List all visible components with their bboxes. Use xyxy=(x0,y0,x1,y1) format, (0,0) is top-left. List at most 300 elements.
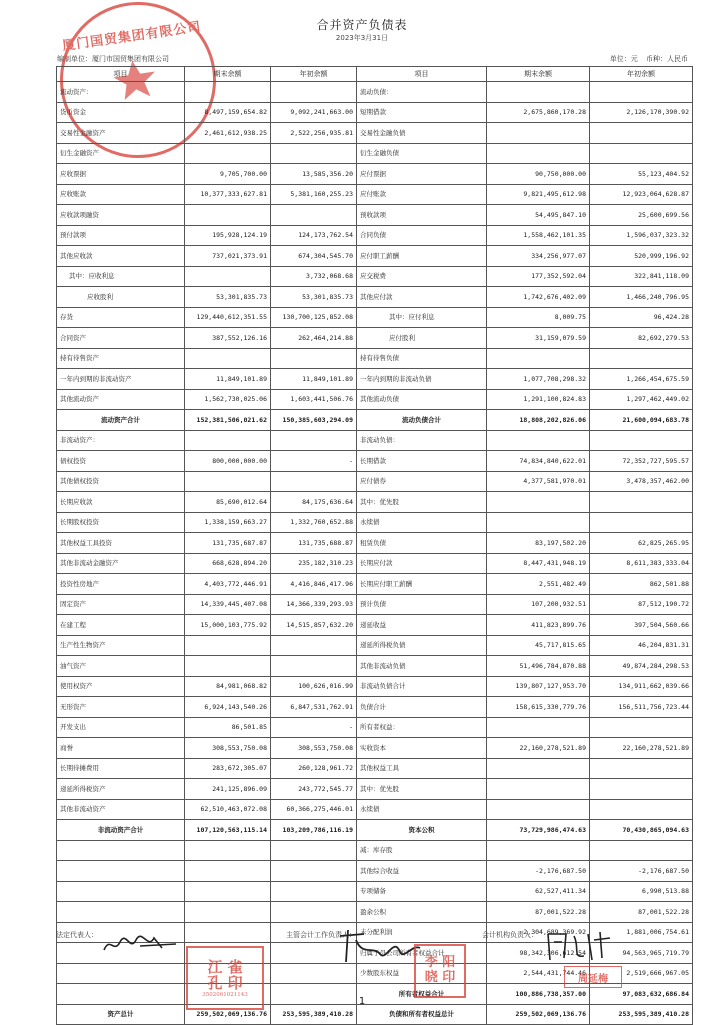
row-value xyxy=(487,840,590,861)
table-row xyxy=(57,307,693,328)
row-label: 持有待售负债 xyxy=(357,348,487,369)
row-value xyxy=(487,492,590,513)
row-value: 73,729,986,474.63 xyxy=(487,820,590,841)
row-value: 156,511,756,723.44 xyxy=(590,697,693,718)
row-value: 90,750,000.00 xyxy=(487,164,590,185)
row-label: 合同资产 xyxy=(57,328,185,349)
row-value xyxy=(590,82,693,103)
table-row xyxy=(57,594,693,615)
col-header-item-left: 项目 xyxy=(57,67,185,82)
table-row xyxy=(57,369,693,390)
row-value: 1,558,462,101.35 xyxy=(487,225,590,246)
row-value xyxy=(271,840,357,861)
row-value: 103,209,786,116.19 xyxy=(271,820,357,841)
row-label: 递延所得税资产 xyxy=(57,779,185,800)
row-value: 70,430,865,094.63 xyxy=(590,820,693,841)
row-label: 永续债 xyxy=(357,512,487,533)
row-value: 100,626,016.99 xyxy=(271,676,357,697)
row-value: 2,304,689,369.92 xyxy=(487,922,590,943)
row-value xyxy=(590,717,693,738)
row-value: 18,808,202,826.06 xyxy=(487,410,590,431)
row-value: 14,515,857,632.20 xyxy=(271,615,357,636)
row-value: 124,173,762.54 xyxy=(271,225,357,246)
row-value xyxy=(487,123,590,144)
row-value: 22,160,278,521.89 xyxy=(590,738,693,759)
row-value: 322,841,118.09 xyxy=(590,266,693,287)
row-label: 长期股权投资 xyxy=(57,512,185,533)
row-value xyxy=(271,143,357,164)
unit-label: 单位：元 xyxy=(609,55,638,63)
row-value: 130,700,125,852.08 xyxy=(271,307,357,328)
row-label: 长期应付职工薪酬 xyxy=(357,574,487,595)
table-row xyxy=(57,840,693,861)
table-row xyxy=(57,533,693,554)
row-value xyxy=(271,471,357,492)
row-value: 62,527,411.34 xyxy=(487,881,590,902)
row-label: 未分配利润 xyxy=(357,922,487,943)
table-row xyxy=(57,799,693,820)
row-label: 合同负债 xyxy=(357,225,487,246)
row-value: 2,461,612,938.25 xyxy=(185,123,271,144)
unit-info xyxy=(604,54,688,64)
row-label: 递延收益 xyxy=(357,615,487,636)
row-value: 800,000,000.00 xyxy=(185,451,271,472)
row-value: 100,886,738,357.00 xyxy=(487,984,590,1005)
row-value: 22,160,278,521.89 xyxy=(487,738,590,759)
row-label: 衍生金融负债 xyxy=(357,143,487,164)
row-value: 1,077,708,298.32 xyxy=(487,369,590,390)
row-value: 1,596,037,323.32 xyxy=(590,225,693,246)
row-value: 10,377,333,627.81 xyxy=(185,184,271,205)
row-label: 存货 xyxy=(57,307,185,328)
row-value xyxy=(185,471,271,492)
row-label xyxy=(57,840,185,861)
accounting-dept-head-label: 会计机构负责人： xyxy=(482,931,538,939)
row-value xyxy=(185,82,271,103)
row-value: 253,595,389,410.28 xyxy=(271,1004,357,1025)
row-value: 1,881,006,754.61 xyxy=(590,922,693,943)
table-row xyxy=(57,410,693,431)
table-header-row xyxy=(57,67,693,82)
row-label: 长期应付款 xyxy=(357,553,487,574)
row-label: 其中：优先股 xyxy=(357,492,487,513)
row-value: 49,874,284,298.53 xyxy=(590,656,693,677)
row-label: 归属于母公司所有者权益合计 xyxy=(357,943,487,964)
row-value xyxy=(487,82,590,103)
table-row xyxy=(57,143,693,164)
row-value: 152,381,506,021.62 xyxy=(185,410,271,431)
row-label: 所有者权益合计 xyxy=(357,984,487,1005)
row-label: 交易性金融资产 xyxy=(57,123,185,144)
row-value: 2,522,256,935.81 xyxy=(271,123,357,144)
row-label: 其他权益工具投资 xyxy=(57,533,185,554)
row-label: 一年内到期的非流动资产 xyxy=(57,369,185,390)
table-row xyxy=(57,389,693,410)
row-value: 1,291,100,824.83 xyxy=(487,389,590,410)
row-value xyxy=(271,861,357,882)
signature-3-icon xyxy=(544,928,614,964)
row-label: 长期应收款 xyxy=(57,492,185,513)
row-value: 520,999,196.92 xyxy=(590,246,693,267)
row-value: 259,502,069,136.76 xyxy=(487,1004,590,1025)
row-value: 387,552,126.16 xyxy=(185,328,271,349)
row-value: 98,342,306,612.54 xyxy=(487,943,590,964)
row-label: 专项储备 xyxy=(357,881,487,902)
row-label: 商誉 xyxy=(57,738,185,759)
row-value: 15,000,103,775.92 xyxy=(185,615,271,636)
row-label: 预付款项 xyxy=(57,225,185,246)
seal-accounting-head-stamp xyxy=(414,944,466,998)
row-value: 1,742,676,402.09 xyxy=(487,287,590,308)
table-row xyxy=(57,656,693,677)
row-value: 1,603,441,506.76 xyxy=(271,389,357,410)
balance-sheet-table xyxy=(56,66,693,1025)
row-value xyxy=(271,963,357,984)
row-value: 397,504,560.66 xyxy=(590,615,693,636)
row-value: 262,464,214.88 xyxy=(271,328,357,349)
row-value: 46,204,831.31 xyxy=(590,635,693,656)
row-label: 应收股利 xyxy=(57,287,185,308)
row-value xyxy=(185,881,271,902)
row-label: 应付票据 xyxy=(357,164,487,185)
row-label: 生产性生物资产 xyxy=(57,635,185,656)
row-label: 开发支出 xyxy=(57,717,185,738)
row-value: 4,377,581,970.01 xyxy=(487,471,590,492)
row-value: 74,834,840,622.01 xyxy=(487,451,590,472)
row-label: 流动负债： xyxy=(357,82,487,103)
table-row xyxy=(57,717,693,738)
row-value xyxy=(590,799,693,820)
row-value: 8,497,159,654.82 xyxy=(185,102,271,123)
row-value xyxy=(590,123,693,144)
row-value xyxy=(271,82,357,103)
row-label: 长期待摊费用 xyxy=(57,758,185,779)
row-value xyxy=(185,861,271,882)
row-value xyxy=(185,635,271,656)
row-value: 8,009.75 xyxy=(487,307,590,328)
row-value: 72,352,727,595.57 xyxy=(590,451,693,472)
row-value xyxy=(487,799,590,820)
row-value xyxy=(185,902,271,923)
row-value: 53,301,835.73 xyxy=(271,287,357,308)
row-value xyxy=(590,430,693,451)
row-value xyxy=(590,840,693,861)
table-row xyxy=(57,512,693,533)
col-header-end-left: 期末余额 xyxy=(185,67,271,82)
row-value: 83,197,502.20 xyxy=(487,533,590,554)
row-value: 87,001,522.28 xyxy=(590,902,693,923)
table-row xyxy=(57,881,693,902)
row-value: 411,823,899.76 xyxy=(487,615,590,636)
row-label: 流动资产： xyxy=(57,82,185,103)
row-label: 实收资本 xyxy=(357,738,487,759)
row-value xyxy=(185,143,271,164)
row-value: 177,352,592.04 xyxy=(487,266,590,287)
table-row xyxy=(57,738,693,759)
page-number: 1 xyxy=(358,996,366,1007)
row-value xyxy=(590,758,693,779)
row-value: - xyxy=(271,717,357,738)
row-value xyxy=(185,205,271,226)
row-value: 862,501.88 xyxy=(590,574,693,595)
row-value xyxy=(487,430,590,451)
row-value xyxy=(185,922,271,943)
row-value: -2,176,687.50 xyxy=(590,861,693,882)
row-value: 1,562,730,025.06 xyxy=(185,389,271,410)
row-label: 持有待售资产 xyxy=(57,348,185,369)
row-value xyxy=(185,430,271,451)
row-value: 31,159,079.59 xyxy=(487,328,590,349)
row-label: 在建工程 xyxy=(57,615,185,636)
row-value: 51,496,784,870.88 xyxy=(487,656,590,677)
row-value: -2,176,687.50 xyxy=(487,861,590,882)
row-value: 2,544,431,744.46 xyxy=(487,963,590,984)
row-label: 永续债 xyxy=(357,799,487,820)
row-label: 其他应付款 xyxy=(357,287,487,308)
row-value xyxy=(271,430,357,451)
col-header-item-right: 项目 xyxy=(357,67,487,82)
seal-accounting-head-text: 李 阳 晓 印 xyxy=(424,955,456,985)
row-value: 1,297,462,449.02 xyxy=(590,389,693,410)
table-row xyxy=(57,615,693,636)
row-value: 334,256,977.07 xyxy=(487,246,590,267)
row-value: 9,821,495,612.98 xyxy=(487,184,590,205)
row-label: 流动负债合计 xyxy=(357,410,487,431)
row-label: 租赁负债 xyxy=(357,533,487,554)
row-value: 235,182,310.23 xyxy=(271,553,357,574)
row-value: 1,338,159,663.27 xyxy=(185,512,271,533)
table-row xyxy=(57,492,693,513)
row-value: 668,628,894.20 xyxy=(185,553,271,574)
row-label: 其他非流动金融资产 xyxy=(57,553,185,574)
row-value: 54,495,847.10 xyxy=(487,205,590,226)
row-value: 1,332,760,652.88 xyxy=(271,512,357,533)
row-value: 131,735,688.87 xyxy=(271,533,357,554)
row-value xyxy=(185,266,271,287)
row-label: 少数股东权益 xyxy=(357,963,487,984)
row-label: 长期借款 xyxy=(357,451,487,472)
row-label: 减：库存股 xyxy=(357,840,487,861)
row-value: 6,924,143,540.26 xyxy=(185,697,271,718)
row-value xyxy=(487,779,590,800)
row-value: 1,466,240,796.95 xyxy=(590,287,693,308)
table-row xyxy=(57,164,693,185)
accounting-head-label: 主管会计工作负责人： xyxy=(286,931,356,939)
row-label: 其他综合收益 xyxy=(357,861,487,882)
row-label: 其他流动负债 xyxy=(357,389,487,410)
row-value: 2,519,666,967.05 xyxy=(590,963,693,984)
row-value: 4,403,772,446.91 xyxy=(185,574,271,595)
row-value xyxy=(487,143,590,164)
table-row xyxy=(57,102,693,123)
table-row xyxy=(57,779,693,800)
row-value xyxy=(590,492,693,513)
row-value xyxy=(271,881,357,902)
row-value: 97,083,632,686.84 xyxy=(590,984,693,1005)
row-value: 94,563,965,719.79 xyxy=(590,943,693,964)
row-label: 其中：应收利息 xyxy=(57,266,185,287)
table-row xyxy=(57,266,693,287)
row-label: 其他应收款 xyxy=(57,246,185,267)
row-label: 应付账款 xyxy=(357,184,487,205)
seal-legal-rep-text: 江 雀 孔 印 xyxy=(207,957,243,992)
row-value: 241,125,896.09 xyxy=(185,779,271,800)
row-value xyxy=(185,656,271,677)
row-value: 3,732,068.68 xyxy=(271,266,357,287)
row-value: 195,928,124.19 xyxy=(185,225,271,246)
row-value: 12,923,064,628.87 xyxy=(590,184,693,205)
row-value: 9,705,700.00 xyxy=(185,164,271,185)
row-value: 2,126,170,390.92 xyxy=(590,102,693,123)
signature-1-icon xyxy=(100,928,180,960)
row-value: 139,807,127,953.70 xyxy=(487,676,590,697)
row-value xyxy=(271,656,357,677)
row-label xyxy=(57,963,185,984)
row-label: 非流动资产合计 xyxy=(57,820,185,841)
table-body xyxy=(57,82,693,1025)
row-label: 短期借款 xyxy=(357,102,487,123)
row-value: 5,381,160,255.23 xyxy=(271,184,357,205)
row-value xyxy=(487,758,590,779)
table-row xyxy=(57,328,693,349)
row-value: 11,849,101.89 xyxy=(271,369,357,390)
row-value xyxy=(185,840,271,861)
row-value: 87,001,522.28 xyxy=(487,902,590,923)
row-value xyxy=(590,779,693,800)
row-label xyxy=(57,861,185,882)
table-row xyxy=(57,225,693,246)
row-value xyxy=(590,348,693,369)
row-label: 其中：应付利息 xyxy=(357,307,487,328)
row-label xyxy=(57,881,185,902)
row-value: 243,772,545.77 xyxy=(271,779,357,800)
seal-dept-head-text: 周延梅 xyxy=(578,973,608,985)
company-seal-text: 厦门国贸集团有限公司 xyxy=(61,19,203,55)
row-value: 2,675,860,170.28 xyxy=(487,102,590,123)
row-label: 盈余公积 xyxy=(357,902,487,923)
row-label: 无形资产 xyxy=(57,697,185,718)
row-label: 应付职工薪酬 xyxy=(357,246,487,267)
row-value: 8,447,431,948.19 xyxy=(487,553,590,574)
row-label xyxy=(57,902,185,923)
table-row xyxy=(57,205,693,226)
row-value: 150,385,603,294.09 xyxy=(271,410,357,431)
row-label: 应收票据 xyxy=(57,164,185,185)
row-value: 308,553,750.08 xyxy=(271,738,357,759)
row-label: 负债合计 xyxy=(357,697,487,718)
table-row xyxy=(57,635,693,656)
row-value: 131,735,687.87 xyxy=(185,533,271,554)
signature-2-icon xyxy=(334,926,424,966)
report-date: 2023年3月31日 xyxy=(335,34,389,42)
table-row xyxy=(57,574,693,595)
table-row xyxy=(57,820,693,841)
row-label: 应付债券 xyxy=(357,471,487,492)
table-row xyxy=(57,553,693,574)
row-value: 86,501.85 xyxy=(185,717,271,738)
table-row xyxy=(57,1004,693,1025)
row-label: 流动资产合计 xyxy=(57,410,185,431)
row-label: 预计负债 xyxy=(357,594,487,615)
row-value: 283,672,305.07 xyxy=(185,758,271,779)
row-value: 134,911,662,039.66 xyxy=(590,676,693,697)
table-row xyxy=(57,287,693,308)
row-value: - xyxy=(271,451,357,472)
row-value: 14,339,445,407.08 xyxy=(185,594,271,615)
row-value: 11,849,101.89 xyxy=(185,369,271,390)
row-label: 其他流动资产 xyxy=(57,389,185,410)
table-row xyxy=(57,246,693,267)
row-value: 6,990,513.88 xyxy=(590,881,693,902)
row-value: 107,120,563,115.14 xyxy=(185,820,271,841)
table-row xyxy=(57,471,693,492)
row-label: 使用权资产 xyxy=(57,676,185,697)
row-value: 1,266,454,675.59 xyxy=(590,369,693,390)
row-value: 62,825,265.95 xyxy=(590,533,693,554)
row-value: 84,981,068.82 xyxy=(185,676,271,697)
row-value xyxy=(271,635,357,656)
row-value: 84,175,636.64 xyxy=(271,492,357,513)
row-value: 85,690,012.64 xyxy=(185,492,271,513)
seal-legal-rep-code: 3502061021143 xyxy=(202,991,248,998)
row-label: 交易性金融负债 xyxy=(357,123,487,144)
row-label: 其他非流动负债 xyxy=(357,656,487,677)
row-label: 非流动负债： xyxy=(357,430,487,451)
row-label: 货币资金 xyxy=(57,102,185,123)
row-value xyxy=(487,717,590,738)
table-row xyxy=(57,697,693,718)
row-value: 8,611,383,333.04 xyxy=(590,553,693,574)
row-value: 260,128,961.72 xyxy=(271,758,357,779)
table-row xyxy=(57,451,693,472)
table-row xyxy=(57,902,693,923)
row-value: 107,200,932.51 xyxy=(487,594,590,615)
row-label: 资产总计 xyxy=(57,1004,185,1025)
page-title: 合并资产负债表 xyxy=(316,18,408,32)
currency-label: 币种：人民币 xyxy=(646,55,688,63)
row-value: 308,553,750.08 xyxy=(185,738,271,759)
row-value: 13,585,356.20 xyxy=(271,164,357,185)
row-label: 负债和所有者权益总计 xyxy=(357,1004,487,1025)
row-label: 债权投资 xyxy=(57,451,185,472)
row-value xyxy=(487,512,590,533)
row-label: 衍生金融资产 xyxy=(57,143,185,164)
row-value: 259,502,069,136.76 xyxy=(185,1004,271,1025)
table-row xyxy=(57,184,693,205)
row-value xyxy=(271,348,357,369)
row-value: 25,600,699.56 xyxy=(590,205,693,226)
row-label: 投资性房地产 xyxy=(57,574,185,595)
row-label: 一年内到期的非流动负债 xyxy=(357,369,487,390)
row-value: 737,021,373.91 xyxy=(185,246,271,267)
row-label: 其他权益工具 xyxy=(357,758,487,779)
row-value: 3,478,357,462.00 xyxy=(590,471,693,492)
row-value: 2,551,482.49 xyxy=(487,574,590,595)
row-value xyxy=(271,902,357,923)
col-header-begin-right: 年初余额 xyxy=(590,67,693,82)
row-value xyxy=(487,348,590,369)
table-row xyxy=(57,758,693,779)
row-value: 129,440,612,351.55 xyxy=(185,307,271,328)
row-value: 60,366,275,446.01 xyxy=(271,799,357,820)
row-label: 资本公积 xyxy=(357,820,487,841)
compiler-label: 编制单位： xyxy=(57,55,92,63)
row-label: 非流动负债合计 xyxy=(357,676,487,697)
row-value: 87,512,190.72 xyxy=(590,594,693,615)
row-value xyxy=(590,512,693,533)
row-value: 158,615,330,779.76 xyxy=(487,697,590,718)
row-label: 应收款项融资 xyxy=(57,205,185,226)
